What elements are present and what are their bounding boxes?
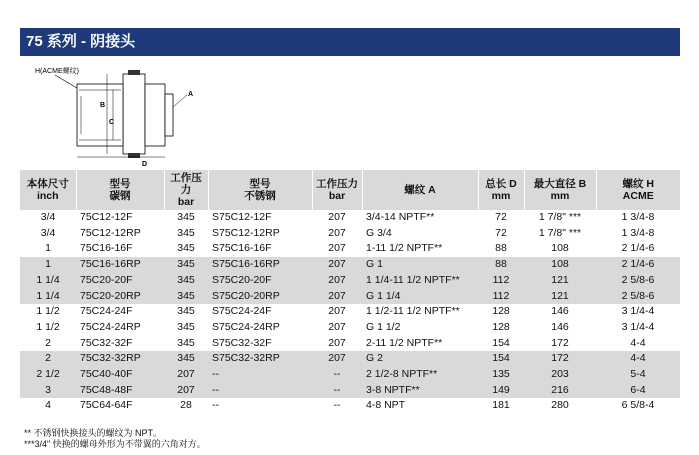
table-cell-thread-h: 5-4 — [596, 367, 680, 383]
table-cell-size: 1 1/4 — [20, 289, 76, 305]
dimension-b-label: B — [100, 102, 106, 109]
table-cell-size: 3/4 — [40, 211, 56, 223]
table-cell-length-d: 128 — [492, 320, 510, 333]
table-cell-cs-bar: 345 — [177, 320, 195, 333]
table-cell-ss-model: S75C24-24RP — [212, 320, 280, 333]
table-body — [20, 210, 680, 414]
table-cell-thread-h: 1 3/4-8 — [621, 211, 655, 223]
table-cell-cs-model: 75C20-20RP — [76, 289, 164, 305]
table-cell-cs-model: 75C24-24RP — [80, 320, 141, 333]
table-row — [20, 210, 680, 226]
page-title: 75 系列 - 阴接头 — [20, 28, 680, 56]
column-header-thread-a: 螺纹 A — [362, 170, 478, 210]
table-cell-size: 1 1/4 — [20, 273, 76, 289]
table-cell-size: 3 — [20, 383, 76, 399]
table-cell-max-b: 121 — [524, 273, 596, 289]
table-cell-length-d: 72 — [495, 211, 507, 223]
table-cell-cs-model: 75C16-16F — [80, 242, 133, 255]
table-row — [20, 226, 680, 242]
table-cell-length-d: 88 — [495, 242, 507, 255]
table-cell-thread-h: 6-4 — [596, 383, 680, 399]
column-header-thread-h: 螺纹 H ACME — [596, 170, 680, 210]
dimension-d-label: D — [142, 161, 148, 168]
dimension-a-label: A — [188, 91, 194, 98]
table-cell-size: 1 — [45, 242, 51, 255]
column-header-cs-pressure: 工作压力 bar — [164, 170, 208, 210]
table-cell-thread-h: 2 5/8-6 — [596, 273, 680, 289]
table-cell-ss-model: S75C16-16RP — [208, 257, 312, 273]
table-cell-ss-model: -- — [212, 399, 219, 412]
table-cell-cs-bar: 345 — [164, 351, 208, 367]
table-cell-size: 1 1/2 — [36, 305, 60, 318]
table-cell-cs-bar: 345 — [164, 289, 208, 305]
table-cell-ss-model: S75C20-20RP — [208, 289, 312, 305]
table-cell-ss-bar: 207 — [328, 305, 346, 318]
table-cell-thread-a: G 1 — [362, 257, 478, 273]
table-row — [20, 367, 680, 383]
table-cell-max-b: 216 — [524, 383, 596, 399]
table-cell-ss-model: S75C20-20F — [208, 273, 312, 289]
column-header-ss-pressure: 工作压力 bar — [312, 170, 362, 210]
column-header-cs-model: 型号 碳钢 — [76, 170, 164, 210]
table-cell-ss-bar: 207 — [328, 211, 346, 223]
fitting-diagram — [25, 62, 215, 170]
table-cell-ss-model: S75C12-12F — [212, 211, 272, 223]
table-cell-thread-h: 4-4 — [630, 336, 646, 349]
table-row — [20, 320, 680, 336]
column-header-length-d: 总长 D mm — [478, 170, 524, 210]
table-cell-ss-bar: -- — [312, 383, 362, 399]
table-cell-cs-model: 75C24-24F — [80, 305, 133, 318]
thread-h-label: H(ACME螺纹) — [35, 68, 79, 75]
table-cell-ss-bar: 207 — [312, 257, 362, 273]
table-row — [20, 383, 680, 399]
table-cell-cs-model: 75C16-16RP — [76, 257, 164, 273]
table-cell-thread-a: 3-8 NPTF** — [362, 383, 478, 399]
table-row — [20, 257, 680, 273]
table-cell-cs-bar: 207 — [164, 367, 208, 383]
table-cell-cs-model: 75C12-12RP — [80, 226, 141, 239]
table-cell-length-d: 149 — [478, 383, 524, 399]
table-row — [20, 336, 680, 352]
table-row — [20, 304, 680, 320]
table-cell-max-b: 280 — [551, 399, 569, 412]
table-cell-ss-model: -- — [208, 367, 312, 383]
table-cell-thread-a: G 1 1/2 — [366, 320, 401, 333]
table-cell-cs-bar: 345 — [177, 242, 195, 255]
table-cell-size: 2 1/2 — [20, 367, 76, 383]
table-cell-thread-h: 4-4 — [596, 351, 680, 367]
table-cell-ss-bar: 207 — [328, 336, 346, 349]
table-cell-thread-h: 2 1/4-6 — [621, 242, 655, 255]
table-row — [20, 273, 680, 289]
table-cell-cs-bar: 345 — [177, 211, 195, 223]
table-cell-cs-bar: 345 — [164, 273, 208, 289]
table-cell-max-b: 108 — [551, 242, 569, 255]
table-cell-ss-model: S75C32-32F — [212, 336, 272, 349]
table-cell-max-b: 121 — [524, 289, 596, 305]
table-cell-thread-a: 1-11 1/2 NPTF** — [366, 242, 443, 255]
table-cell-length-d: 112 — [478, 289, 524, 305]
table-cell-ss-bar: -- — [333, 399, 341, 412]
table-cell-ss-model: S75C24-24F — [212, 305, 272, 318]
footnote: ** 不锈钢快换接头的螺纹为 NPT。 — [24, 428, 163, 438]
footnotes — [24, 428, 206, 450]
table-row — [20, 241, 680, 257]
table-cell-ss-model: S75C12-12RP — [212, 226, 280, 239]
table-cell-thread-a: 4-8 NPT — [366, 399, 406, 412]
table-cell-ss-bar: 207 — [312, 289, 362, 305]
table-cell-cs-bar: 345 — [177, 336, 195, 349]
table-cell-max-b: 1 7/8" *** — [538, 211, 582, 223]
table-cell-max-b: 108 — [524, 257, 596, 273]
table-cell-thread-a: 1 1/4-11 1/2 NPTF** — [362, 273, 478, 289]
table-cell-cs-bar: 345 — [177, 226, 195, 239]
column-header-size: 本体尺寸 inch — [20, 170, 76, 210]
table-cell-thread-a: 2-11 1/2 NPTF** — [366, 336, 443, 349]
table-cell-cs-model: 75C20-20F — [76, 273, 164, 289]
table-cell-max-b: 146 — [551, 305, 569, 318]
table-cell-max-b: 1 7/8" *** — [538, 226, 582, 239]
table-cell-thread-h: 2 5/8-6 — [596, 289, 680, 305]
footnote: ***3/4" 快换的螺母外形为不带翼的六角对方。 — [24, 439, 206, 449]
table-cell-cs-bar: 28 — [180, 399, 192, 412]
column-header-ss-model: 型号 不锈钢 — [208, 170, 312, 210]
table-cell-cs-model: 75C40-40F — [76, 367, 164, 383]
table-cell-thread-h: 6 5/8-4 — [621, 399, 655, 412]
table-cell-ss-bar: 207 — [328, 320, 346, 333]
table-cell-cs-model: 75C64-64F — [80, 399, 133, 412]
table-cell-length-d: 135 — [478, 367, 524, 383]
table-cell-size: 1 1/2 — [36, 320, 60, 333]
table-cell-thread-a: 1 1/2-11 1/2 NPTF** — [366, 305, 460, 318]
table-cell-thread-h: 3 1/4-4 — [621, 305, 655, 318]
table-cell-ss-model: S75C32-32RP — [208, 351, 312, 367]
table-cell-ss-bar: 207 — [328, 242, 346, 255]
table-cell-length-d: 72 — [495, 226, 507, 239]
table-cell-max-b: 203 — [524, 367, 596, 383]
table-cell-thread-h: 3 1/4-4 — [621, 320, 655, 333]
table-cell-length-d: 154 — [478, 351, 524, 367]
column-header-max-b: 最大直径 B mm — [524, 170, 596, 210]
table-row — [20, 398, 680, 414]
table-cell-ss-bar: 207 — [312, 273, 362, 289]
table-cell-length-d: 128 — [492, 305, 510, 318]
table-cell-thread-a: 2 1/2-8 NPTF** — [362, 367, 478, 383]
table-cell-thread-a: G 2 — [362, 351, 478, 367]
table-cell-length-d: 154 — [492, 336, 510, 349]
table-cell-max-b: 172 — [551, 336, 569, 349]
table-row — [20, 351, 680, 367]
table-cell-thread-a: G 1 1/4 — [362, 289, 478, 305]
table-cell-cs-model: 75C32-32F — [80, 336, 133, 349]
table-cell-ss-model: S75C16-16F — [212, 242, 272, 255]
table-cell-max-b: 172 — [524, 351, 596, 367]
table-cell-cs-bar: 345 — [177, 305, 195, 318]
table-cell-cs-bar: 207 — [164, 383, 208, 399]
table-cell-cs-model: 75C48-48F — [76, 383, 164, 399]
table-cell-length-d: 88 — [478, 257, 524, 273]
table-row — [20, 289, 680, 305]
table-header-row — [20, 170, 680, 210]
table-cell-cs-model: 75C12-12F — [80, 211, 133, 223]
table-cell-size: 1 — [20, 257, 76, 273]
table-cell-ss-model: -- — [208, 383, 312, 399]
table-cell-cs-model: 75C32-32RP — [76, 351, 164, 367]
table-cell-ss-bar: -- — [312, 367, 362, 383]
table-cell-size: 3/4 — [40, 226, 56, 239]
table-cell-length-d: 112 — [478, 273, 524, 289]
table-cell-size: 2 — [20, 351, 76, 367]
table-cell-thread-h: 2 1/4-6 — [596, 257, 680, 273]
specification-table — [20, 170, 680, 414]
table-cell-thread-a: 3/4-14 NPTF** — [366, 211, 435, 223]
table-cell-size: 4 — [45, 399, 51, 412]
table-cell-size: 2 — [45, 336, 51, 349]
table-cell-length-d: 181 — [492, 399, 510, 412]
table-cell-max-b: 146 — [551, 320, 569, 333]
table-cell-ss-bar: 207 — [328, 226, 346, 239]
dimension-c-label: C — [109, 119, 115, 126]
table-cell-cs-bar: 345 — [164, 257, 208, 273]
table-cell-ss-bar: 207 — [312, 351, 362, 367]
table-cell-thread-h: 1 3/4-8 — [621, 226, 655, 239]
table-cell-thread-a: G 3/4 — [366, 226, 392, 239]
